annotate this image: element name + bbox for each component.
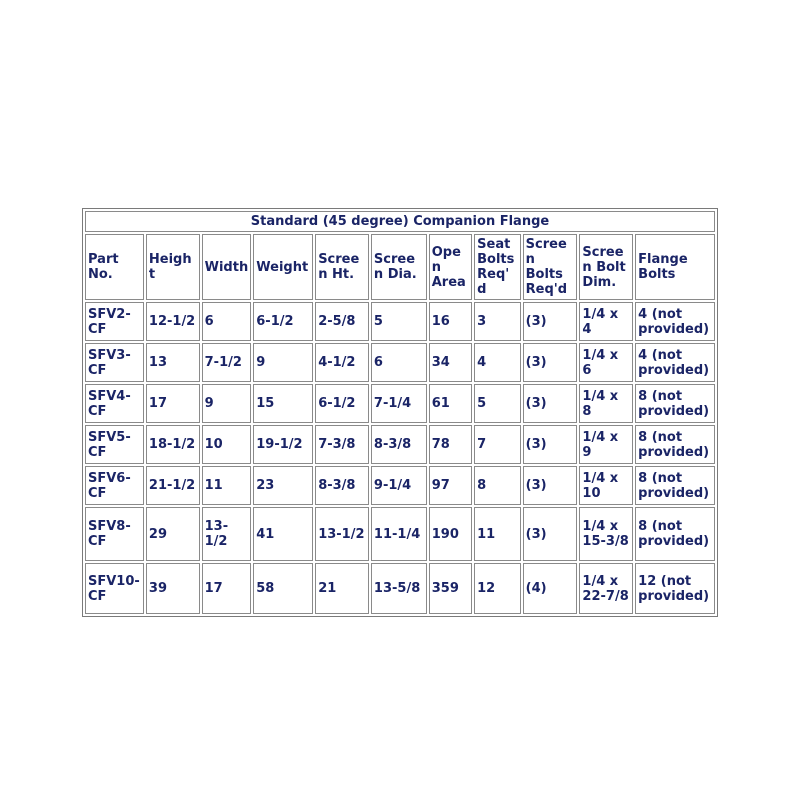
cell-weight: 23 xyxy=(253,466,313,505)
cell-screen-bolts: (3) xyxy=(523,302,578,341)
cell-height: 21-1/2 xyxy=(146,466,200,505)
table-row xyxy=(85,563,715,614)
cell-screen-bolt-dim: 1/4 x 8 xyxy=(579,384,633,423)
cell-weight: 9 xyxy=(253,343,313,382)
cell-screen-dia: 6 xyxy=(371,343,427,382)
cell-seat-bolts: 11 xyxy=(474,507,521,561)
table-row xyxy=(85,507,715,561)
cell-seat-bolts: 12 xyxy=(474,563,521,614)
cell-part-no: SFV8-CF xyxy=(85,507,144,561)
cell-part-no: SFV10-CF xyxy=(85,563,144,614)
cell-open-area: 16 xyxy=(429,302,472,341)
cell-screen-bolts: (3) xyxy=(523,425,578,464)
cell-weight: 15 xyxy=(253,384,313,423)
cell-screen-dia: 7-1/4 xyxy=(371,384,427,423)
header-screen-bolts: Screen Bolts Req'd xyxy=(523,234,578,300)
cell-height: 39 xyxy=(146,563,200,614)
header-flange-bolts: Flange Bolts xyxy=(635,234,715,300)
table-title: Standard (45 degree) Companion Flange xyxy=(85,211,715,232)
cell-screen-bolt-dim: 1/4 x 4 xyxy=(579,302,633,341)
header-open-area: Open Area xyxy=(429,234,472,300)
cell-screen-dia: 8-3/8 xyxy=(371,425,427,464)
table-row xyxy=(85,425,715,464)
cell-width: 11 xyxy=(202,466,252,505)
table-row xyxy=(85,384,715,423)
header-part-no: Part No. xyxy=(85,234,144,300)
cell-screen-bolt-dim: 1/4 x 9 xyxy=(579,425,633,464)
cell-screen-bolt-dim: 1/4 x 6 xyxy=(579,343,633,382)
cell-screen-bolts: (4) xyxy=(523,563,578,614)
table-row xyxy=(85,343,715,382)
cell-screen-ht: 4-1/2 xyxy=(315,343,369,382)
cell-weight: 19-1/2 xyxy=(253,425,313,464)
cell-screen-ht: 8-3/8 xyxy=(315,466,369,505)
cell-screen-bolt-dim: 1/4 x 15-3/8 xyxy=(579,507,633,561)
cell-seat-bolts: 7 xyxy=(474,425,521,464)
header-weight: Weight xyxy=(253,234,313,300)
cell-screen-bolt-dim: 1/4 x 22-7/8 xyxy=(579,563,633,614)
cell-flange-bolts: 12 (not provided) xyxy=(635,563,715,614)
header-screen-bolt-dim: Screen Bolt Dim. xyxy=(579,234,633,300)
cell-open-area: 61 xyxy=(429,384,472,423)
table-header-row xyxy=(85,234,715,300)
cell-flange-bolts: 8 (not provided) xyxy=(635,425,715,464)
cell-height: 17 xyxy=(146,384,200,423)
header-screen-dia: Screen Dia. xyxy=(371,234,427,300)
header-screen-ht: Screen Ht. xyxy=(315,234,369,300)
header-seat-bolts: Seat Bolts Req'd xyxy=(474,234,521,300)
cell-part-no: SFV2-CF xyxy=(85,302,144,341)
cell-width: 9 xyxy=(202,384,252,423)
cell-flange-bolts: 4 (not provided) xyxy=(635,302,715,341)
table-row xyxy=(85,466,715,505)
cell-seat-bolts: 8 xyxy=(474,466,521,505)
cell-screen-ht: 2-5/8 xyxy=(315,302,369,341)
header-height: Height xyxy=(146,234,200,300)
cell-height: 12-1/2 xyxy=(146,302,200,341)
cell-screen-bolts: (3) xyxy=(523,384,578,423)
cell-screen-dia: 5 xyxy=(371,302,427,341)
cell-screen-bolts: (3) xyxy=(523,343,578,382)
cell-open-area: 34 xyxy=(429,343,472,382)
cell-flange-bolts: 8 (not provided) xyxy=(635,384,715,423)
cell-screen-bolt-dim: 1/4 x 10 xyxy=(579,466,633,505)
cell-seat-bolts: 5 xyxy=(474,384,521,423)
cell-height: 18-1/2 xyxy=(146,425,200,464)
cell-width: 7-1/2 xyxy=(202,343,252,382)
cell-flange-bolts: 8 (not provided) xyxy=(635,507,715,561)
cell-screen-dia: 13-5/8 xyxy=(371,563,427,614)
cell-open-area: 359 xyxy=(429,563,472,614)
cell-screen-bolts: (3) xyxy=(523,507,578,561)
cell-screen-dia: 11-1/4 xyxy=(371,507,427,561)
cell-screen-ht: 13-1/2 xyxy=(315,507,369,561)
cell-seat-bolts: 3 xyxy=(474,302,521,341)
table-container xyxy=(82,208,718,617)
cell-part-no: SFV3-CF xyxy=(85,343,144,382)
cell-open-area: 190 xyxy=(429,507,472,561)
cell-width: 6 xyxy=(202,302,252,341)
cell-part-no: SFV4-CF xyxy=(85,384,144,423)
cell-height: 29 xyxy=(146,507,200,561)
cell-part-no: SFV5-CF xyxy=(85,425,144,464)
cell-part-no: SFV6-CF xyxy=(85,466,144,505)
cell-weight: 58 xyxy=(253,563,313,614)
cell-flange-bolts: 8 (not provided) xyxy=(635,466,715,505)
cell-height: 13 xyxy=(146,343,200,382)
cell-open-area: 78 xyxy=(429,425,472,464)
cell-screen-ht: 21 xyxy=(315,563,369,614)
cell-weight: 41 xyxy=(253,507,313,561)
cell-screen-ht: 6-1/2 xyxy=(315,384,369,423)
companion-flange-table xyxy=(82,208,718,617)
cell-weight: 6-1/2 xyxy=(253,302,313,341)
cell-width: 13-1/2 xyxy=(202,507,252,561)
table-title-row xyxy=(85,211,715,232)
cell-seat-bolts: 4 xyxy=(474,343,521,382)
cell-flange-bolts: 4 (not provided) xyxy=(635,343,715,382)
cell-open-area: 97 xyxy=(429,466,472,505)
cell-width: 17 xyxy=(202,563,252,614)
cell-screen-bolts: (3) xyxy=(523,466,578,505)
cell-width: 10 xyxy=(202,425,252,464)
header-width: Width xyxy=(202,234,252,300)
cell-screen-ht: 7-3/8 xyxy=(315,425,369,464)
cell-screen-dia: 9-1/4 xyxy=(371,466,427,505)
table-row xyxy=(85,302,715,341)
